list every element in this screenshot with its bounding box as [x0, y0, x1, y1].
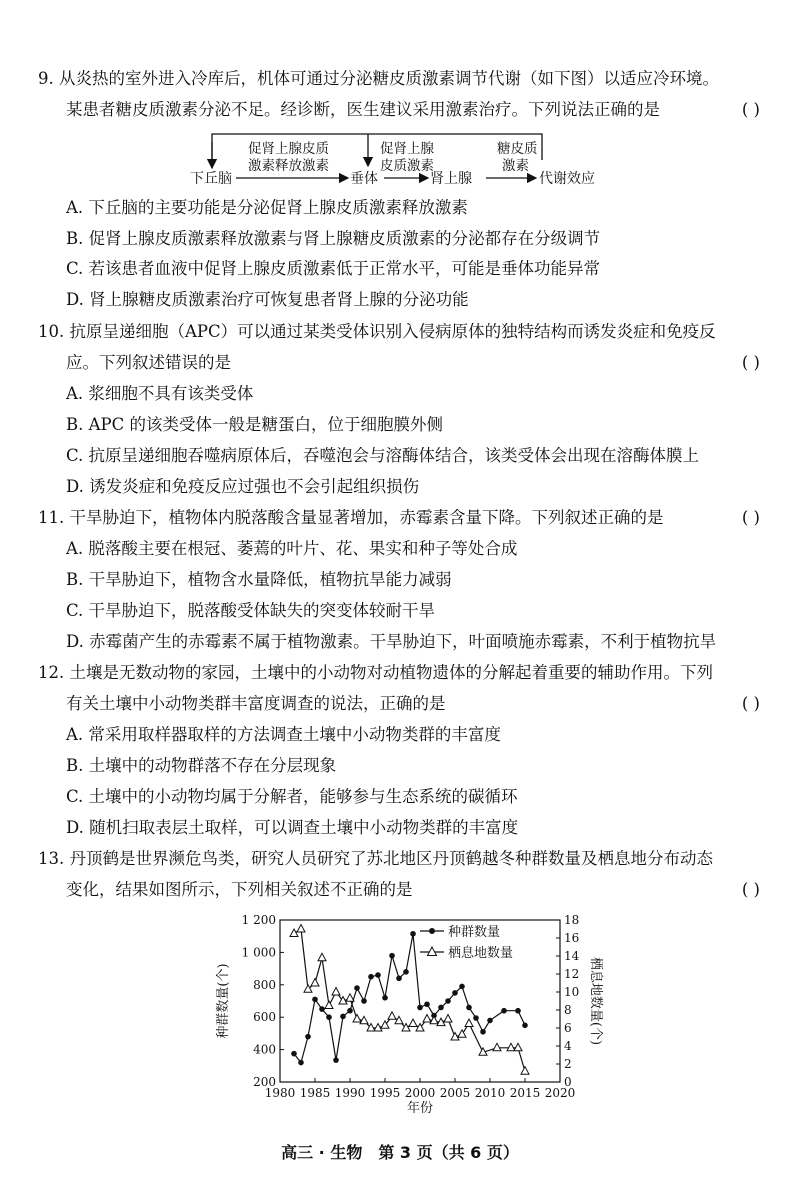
q9-option-b: B. 促肾上腺皮质激素释放激素与肾上腺糖皮质激素的分泌都存在分级调节: [66, 229, 601, 248]
point-population: [382, 995, 388, 1001]
q10-answer-paren: ( ): [741, 353, 760, 372]
q11-answer-paren: ( ): [741, 508, 760, 527]
q10-option-a: A. 浆细胞不具有该类受体: [66, 384, 254, 403]
point-habitat: [423, 1015, 431, 1023]
q13-line2: 变化，结果如图所示，下列相关叙述不正确的是: [66, 880, 413, 899]
q11-line1: 11. 干旱胁迫下，植物体内脱落酸含量显著增加，赤霉素含量下降。下列叙述正确的是: [38, 508, 664, 527]
point-population: [368, 974, 374, 980]
x-tick-label: 2010: [474, 1086, 506, 1100]
q11-option-a: A. 脱落酸主要在根冠、萎蔫的叶片、花、果实和种子等处合成: [66, 539, 518, 558]
legend-label-habitat: 栖息地数量: [448, 946, 514, 961]
point-habitat: [465, 1019, 473, 1027]
q11-option-b: B. 干旱胁迫下，植物含水量降低，植物抗旱能力减弱: [66, 570, 452, 589]
point-population: [445, 998, 451, 1004]
q12-option-d: D. 随机扫取表层土取样，可以调查土壤中小动物类群的丰富度: [66, 818, 519, 837]
point-population: [501, 1008, 507, 1014]
q9-line2: 某患者糖皮质激素分泌不足。经诊断，医生建议采用激素治疗。下列说法正确的是: [66, 100, 660, 119]
point-population: [396, 976, 402, 982]
point-habitat: [318, 953, 326, 961]
y-right-tick-label: 18: [564, 913, 580, 927]
y-right-tick-label: 0: [564, 1075, 572, 1089]
q13-answer-paren: ( ): [741, 880, 760, 899]
point-habitat: [493, 1043, 501, 1051]
point-population: [305, 1034, 311, 1040]
point-population: [333, 1057, 339, 1063]
q12-option-b: B. 土壤中的动物群落不存在分层现象: [66, 756, 337, 775]
point-population: [375, 972, 381, 978]
q12-answer-paren: ( ): [741, 694, 760, 713]
point-population: [312, 997, 318, 1003]
x-tick-label: 1985: [299, 1086, 331, 1100]
point-habitat: [332, 988, 340, 996]
y-right-tick-label: 14: [564, 949, 580, 963]
y-right-tick-label: 16: [564, 931, 580, 945]
y-left-tick-label: 1 200: [241, 913, 276, 927]
legend: [420, 924, 513, 961]
point-population: [298, 1060, 304, 1066]
legend-label-population: 种群数量: [448, 925, 501, 940]
q9-line1: 9. 从炎热的室外进入冷库后，机体可通过分泌糖皮质激素调节代谢（如下图）以适应冷环境。: [38, 69, 719, 88]
gc-label-1: 糖皮质: [497, 141, 538, 157]
q9-option-d: D. 肾上腺糖皮质激素治疗可恢复患者肾上腺的分泌功能: [66, 290, 469, 309]
y-left-tick-label: 200: [253, 1075, 276, 1089]
point-habitat: [290, 929, 298, 937]
y-right-tick-label: 6: [564, 1021, 572, 1035]
q12-line2: 有关土壤中小动物类群丰富度调查的说法，正确的是: [66, 694, 446, 713]
point-population: [417, 1005, 423, 1011]
point-habitat: [395, 1016, 403, 1024]
y-axis-left-label: 种群数量(个): [216, 963, 231, 1039]
x-tick-label: 2000: [404, 1086, 436, 1100]
y-right-tick-label: 10: [564, 985, 580, 999]
y-right-tick-label: 2: [564, 1057, 572, 1071]
point-habitat: [388, 1012, 396, 1020]
q9-answer-paren: ( ): [741, 100, 760, 119]
point-population: [487, 1018, 493, 1024]
y-left-tick-label: 400: [253, 1042, 276, 1057]
y-left-tick-label: 1 000: [241, 945, 276, 960]
point-population: [480, 1029, 486, 1035]
gc-label-2: 激素: [502, 158, 529, 174]
q12-option-a: A. 常采用取样器取样的方法调查土壤中小动物类群的丰富度: [66, 725, 501, 744]
q10-option-b: B. APC 的该类受体一般是糖蛋白，位于细胞膜外侧: [66, 415, 444, 434]
x-tick-label: 2020: [544, 1086, 576, 1100]
crh-label-2: 激素释放激素: [248, 158, 329, 174]
point-population: [473, 1015, 479, 1021]
point-habitat: [521, 1067, 529, 1075]
point-population: [466, 1005, 472, 1011]
point-habitat: [409, 1019, 417, 1027]
point-habitat: [325, 1001, 333, 1009]
point-population: [291, 1051, 297, 1057]
x-tick-label: 1980: [264, 1086, 296, 1100]
x-tick-label: 1990: [334, 1086, 366, 1100]
legend-marker-population: [429, 928, 435, 934]
point-population: [319, 1006, 325, 1012]
y-axis-right-label: 栖息地数量(个): [588, 956, 603, 1046]
point-population: [438, 1005, 444, 1011]
point-habitat: [507, 1043, 515, 1051]
q10-option-c: C. 抗原呈递细胞吞噬病原体后，吞噬泡会与溶酶体结合，该类受体会出现在溶酶体膜上: [66, 446, 700, 465]
pituitary-label: 垂体: [350, 171, 378, 187]
x-axis-label: 年份: [406, 1101, 434, 1116]
point-population: [389, 953, 395, 959]
q11-option-c: C. 干旱胁迫下，脱落酸受体缺失的突变体较耐干旱: [66, 601, 436, 620]
point-population: [361, 998, 367, 1004]
point-population: [452, 990, 458, 996]
point-population: [354, 985, 360, 991]
q9-option-a: A. 下丘脑的主要功能是分泌促肾上腺皮质激素释放激素: [66, 198, 468, 217]
q10-line2: 应。下列叙述错误的是: [66, 353, 231, 372]
q12-line1: 12. 土壤是无数动物的家园，土壤中的小动物对动植物遗体的分解起着重要的辅助作用。下列: [38, 663, 713, 682]
acth-label-1: 促肾上腺: [380, 141, 434, 157]
q9-option-c: C. 若该患者血液中促肾上腺皮质激素低于正常水平，可能是垂体功能异常: [66, 259, 601, 278]
y-right-tick-label: 8: [564, 1003, 572, 1017]
x-tick-label: 2005: [439, 1086, 471, 1100]
hormone-regulation-diagram: [190, 128, 630, 190]
y-right-tick-label: 12: [564, 967, 580, 981]
point-population: [326, 1014, 332, 1020]
q10-option-d: D. 诱发炎症和免疫反应过强也不会引起组织损伤: [66, 477, 420, 496]
x-tick-label: 1995: [369, 1086, 401, 1100]
page-footer: 高三 · 生物 第 3 页（共 6 页）: [281, 1143, 519, 1162]
point-population: [424, 1001, 430, 1007]
point-habitat: [514, 1043, 522, 1051]
point-habitat: [346, 994, 354, 1002]
metabolic-effect-label: 代谢效应: [539, 171, 595, 187]
q10-line1: 10. 抗原呈递细胞（APC）可以通过某类受体识别入侵病原体的独特结构而诱发炎症和免疫反: [38, 322, 716, 341]
hypothalamus-label: 下丘脑: [190, 171, 232, 187]
point-population: [403, 969, 409, 975]
adrenal-label: 肾上腺: [430, 171, 472, 187]
legend-marker-habitat: [428, 947, 437, 956]
x-tick-label: 2015: [509, 1086, 541, 1100]
point-habitat: [353, 1015, 361, 1023]
acth-label-2: 皮质激素: [380, 158, 434, 174]
y-right-tick-label: 4: [564, 1039, 572, 1053]
q13-line1: 13. 丹顶鹤是世界濒危鸟类，研究人员研究了苏北地区丹顶鹤越冬种群数量及栖息地分布动态: [38, 849, 713, 868]
y-left-tick-label: 800: [253, 977, 276, 992]
point-population: [410, 931, 416, 937]
y-left-tick-label: 600: [253, 1010, 276, 1025]
point-population: [340, 1014, 346, 1020]
point-habitat: [297, 925, 305, 933]
q12-option-c: C. 土壤中的小动物均属于分解者，能够参与生态系统的碳循环: [66, 787, 518, 806]
point-population: [459, 984, 465, 990]
crh-label-1: 促肾上腺皮质: [248, 141, 329, 157]
point-population: [347, 1008, 353, 1014]
point-habitat: [444, 1015, 452, 1023]
q11-option-d: D. 赤霉菌产生的赤霉素不属于植物激素。干旱胁迫下，叶面喷施赤霉素，不利于植物抗旱: [66, 632, 717, 651]
point-population: [515, 1008, 521, 1014]
plot-frame: [280, 920, 560, 1082]
crane-population-chart: [200, 905, 610, 1120]
point-habitat: [311, 979, 319, 987]
point-population: [522, 1023, 528, 1029]
